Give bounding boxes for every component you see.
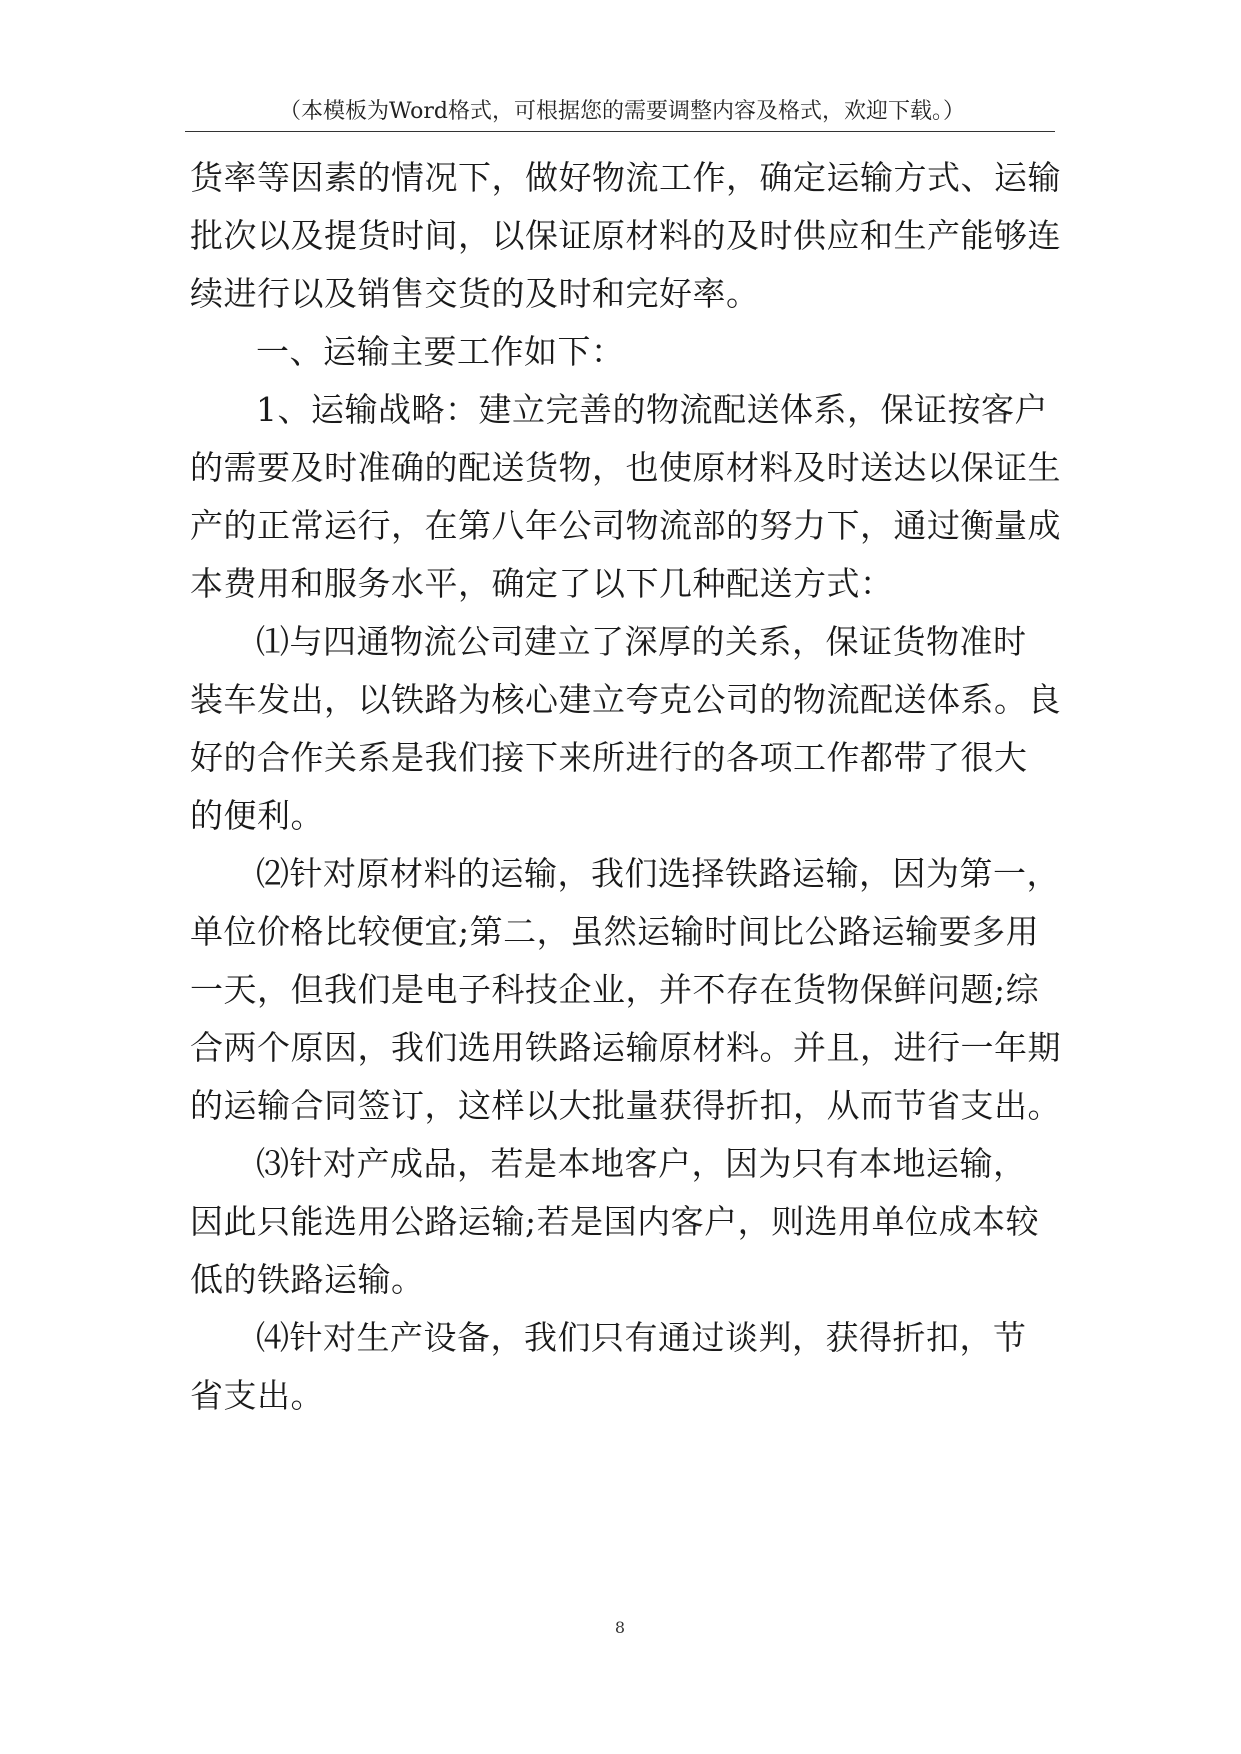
paragraph-line: 的便利。 — [190, 796, 324, 835]
paragraph-line: 的运输合同签订，这样以大批量获得折扣，从而节省支出。 — [190, 1086, 1061, 1125]
paragraph-line: 合两个原因，我们选用铁路运输原材料。并且，进行一年期 — [190, 1028, 1061, 1067]
section-heading: 一、运输主要工作如下： — [256, 332, 625, 371]
paragraph-line: 因此只能选用公路运输;若是国内客户，则选用单位成本较 — [190, 1202, 1040, 1241]
paragraph-line: 一天，但我们是电子科技企业，并不存在货物保鲜问题;综 — [190, 970, 1040, 1009]
paragraph-line: 低的铁路运输。 — [190, 1260, 425, 1299]
paragraph-line: ⑷针对生产设备，我们只有通过谈判，获得折扣，节 — [256, 1318, 1027, 1357]
paragraph-line: 好的合作关系是我们接下来所进行的各项工作都带了很大 — [190, 738, 1028, 777]
paragraph-line: 省支出。 — [190, 1376, 324, 1415]
page-header-note: （本模板为Word格式，可根据您的需要调整内容及格式，欢迎下载。） — [279, 99, 965, 124]
header-divider — [185, 131, 1055, 132]
paragraph-line: 货率等因素的情况下，做好物流工作，确定运输方式、运输 — [190, 158, 1061, 197]
paragraph-line: 续进行以及销售交货的及时和完好率。 — [190, 274, 760, 313]
paragraph-line: ⑴与四通物流公司建立了深厚的关系，保证货物准时 — [256, 622, 1027, 661]
paragraph-line: ⑶针对产成品，若是本地客户，因为只有本地运输， — [256, 1144, 1027, 1183]
paragraph-line: 单位价格比较便宜;第二，虽然运输时间比公路运输要多用 — [190, 912, 1040, 951]
paragraph-line: 1、运输战略：建立完善的物流配送体系，保证按客户 — [256, 390, 1048, 429]
paragraph-line: 本费用和服务水平，确定了以下几种配送方式： — [190, 564, 894, 603]
page-number: 8 — [614, 1618, 626, 1637]
paragraph-line: ⑵针对原材料的运输，我们选择铁路运输，因为第一， — [256, 854, 1060, 893]
paragraph-line: 的需要及时准确的配送货物，也使原材料及时送达以保证生 — [190, 448, 1061, 487]
paragraph-line: 产的正常运行，在第八年公司物流部的努力下，通过衡量成 — [190, 506, 1061, 545]
paragraph-line: 装车发出，以铁路为核心建立夸克公司的物流配送体系。良 — [190, 680, 1061, 719]
paragraph-line: 批次以及提货时间，以保证原材料的及时供应和生产能够连 — [190, 216, 1061, 255]
